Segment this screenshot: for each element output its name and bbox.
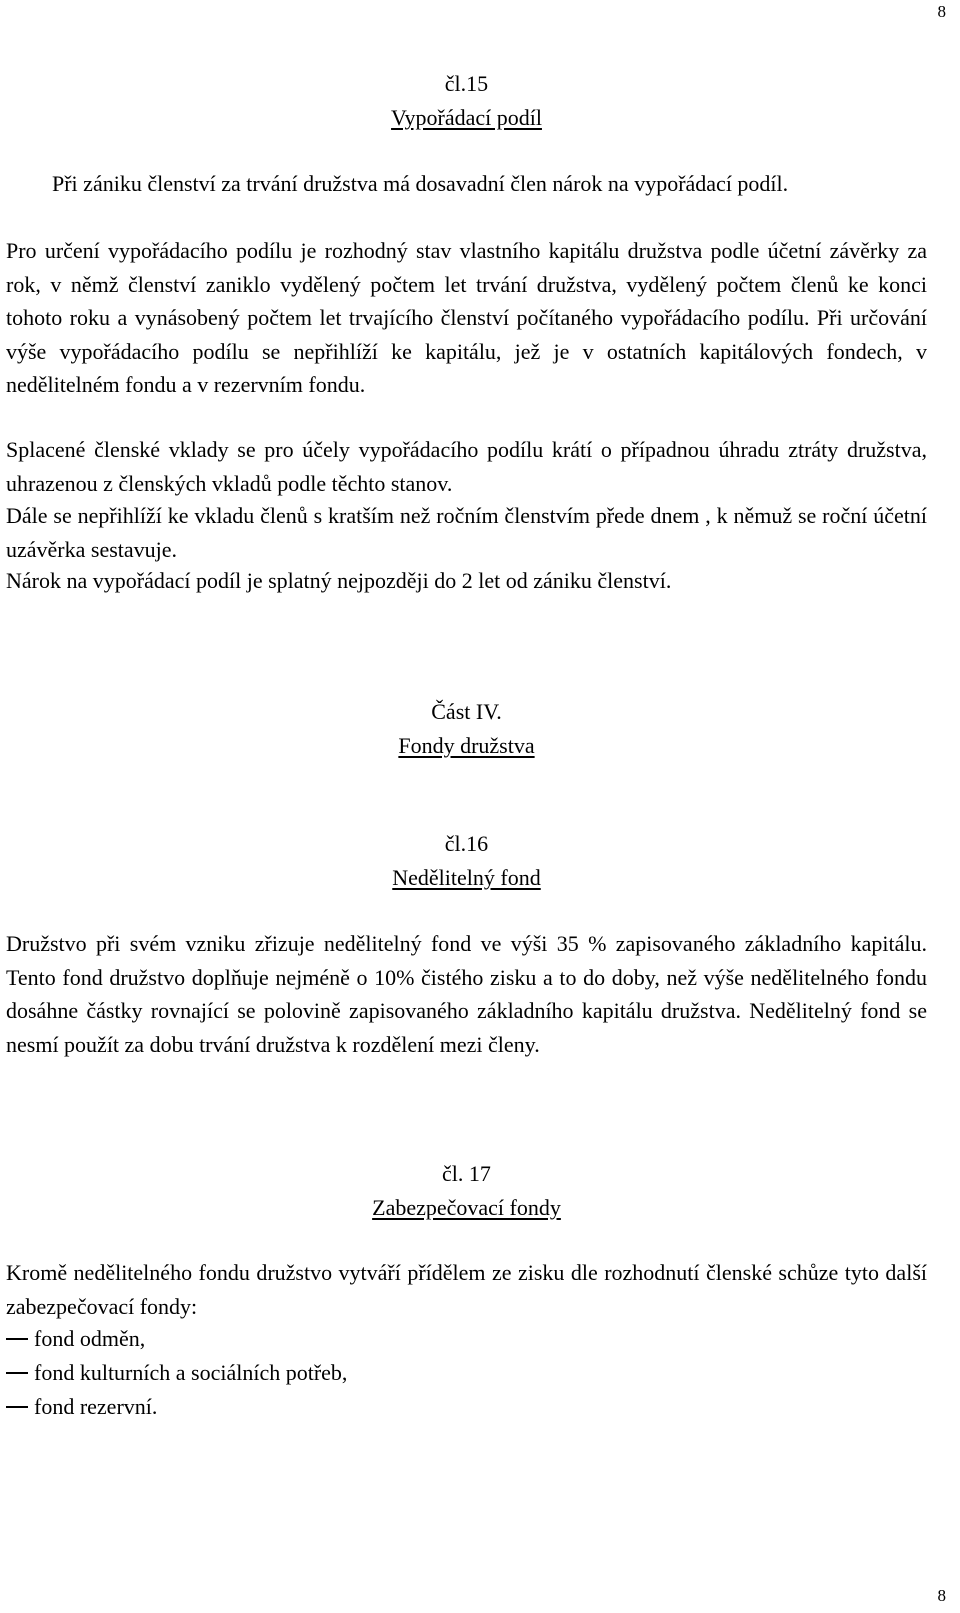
section-16-title: Nedělitelný fond bbox=[392, 865, 541, 890]
section-15-number: čl.15 bbox=[444, 71, 489, 96]
list-item: fond rezervní. bbox=[6, 1390, 927, 1424]
dash-bullet-icon bbox=[6, 1338, 28, 1340]
part-4-heading bbox=[6, 695, 927, 763]
funds-list bbox=[6, 1322, 927, 1424]
section-17-title: Zabezpečovací fondy bbox=[372, 1195, 561, 1220]
section-15-paragraph-4: Dále se nepřihlíží ke vkladu členů s kratším než ročním členstvím přede dnem , k němuž se roční účetní uzávěrka sestavuje. bbox=[6, 503, 927, 562]
part-4-title: Fondy družstva bbox=[398, 733, 535, 758]
section-17-paragraph-1: Kromě nedělitelného fondu družstvo vytváří přídělem ze zisku dle rozhodnutí členské schůze tyto další zabezpečovací fondy: bbox=[6, 1260, 927, 1319]
page-number-top: 8 bbox=[937, 2, 946, 21]
section-15-paragraph-1: Při zániku členství za trvání družstva má dosavadní člen nárok na vypořádací podíl. bbox=[52, 171, 789, 196]
section-16-paragraph-1: Družstvo při svém vzniku zřizuje nedělitelný fond ve výši 35 % zapisovaného základního kapitálu. Tento fond družstvo doplňuje nejméně o 10% čistého zisku a to do doby, než výše nedělitelného fondu dosáhne částky rovnající se polovině zapisovaného základního kapitálu družstva. Nedělitelný fond se nesmí použít za dobu trvání družstva k rozdělení mezi členy. bbox=[6, 931, 927, 1057]
dash-bullet-icon bbox=[6, 1406, 28, 1408]
section-16-heading bbox=[6, 827, 927, 895]
section-16-number: čl.16 bbox=[444, 831, 489, 856]
dash-bullet-icon bbox=[6, 1372, 28, 1374]
section-15-title: Vypořádací podíl bbox=[391, 105, 542, 130]
section-15-heading bbox=[6, 67, 927, 135]
section-15-paragraph-3: Splacené členské vklady se pro účely vypořádacího podílu krátí o případnou úhradu ztráty družstva, uhrazenou z členských vkladů podle těchto stanov. bbox=[6, 437, 927, 496]
section-17-number: čl. 17 bbox=[442, 1161, 491, 1186]
part-4-number: Část IV. bbox=[431, 699, 502, 724]
section-17-heading bbox=[6, 1157, 927, 1225]
page-number-bottom: 8 bbox=[937, 1586, 946, 1605]
section-15-paragraph-5: Nárok na vypořádací podíl je splatný nejpozději do 2 let od zániku členství. bbox=[6, 568, 672, 593]
section-15-paragraph-2: Pro určení vypořádacího podílu je rozhodný stav vlastního kapitálu družstva podle účetní závěrky za rok, v němž členství zaniklo vydělený počtem let trvání družstva, vydělený počtem členů ke konci tohoto roku a vynásobený počtem let trvajícího členství počítaného vypořádacího podílu. Při určování výše vypořádacího podílu se nepřihlíží ke kapitálu, jež je v ostatních kapitálových fondech, v nedělitelném fondu a v rezervním fondu. bbox=[6, 238, 927, 397]
list-item: fond odměn, bbox=[6, 1322, 927, 1356]
list-item: fond kulturních a sociálních potřeb, bbox=[6, 1356, 927, 1390]
